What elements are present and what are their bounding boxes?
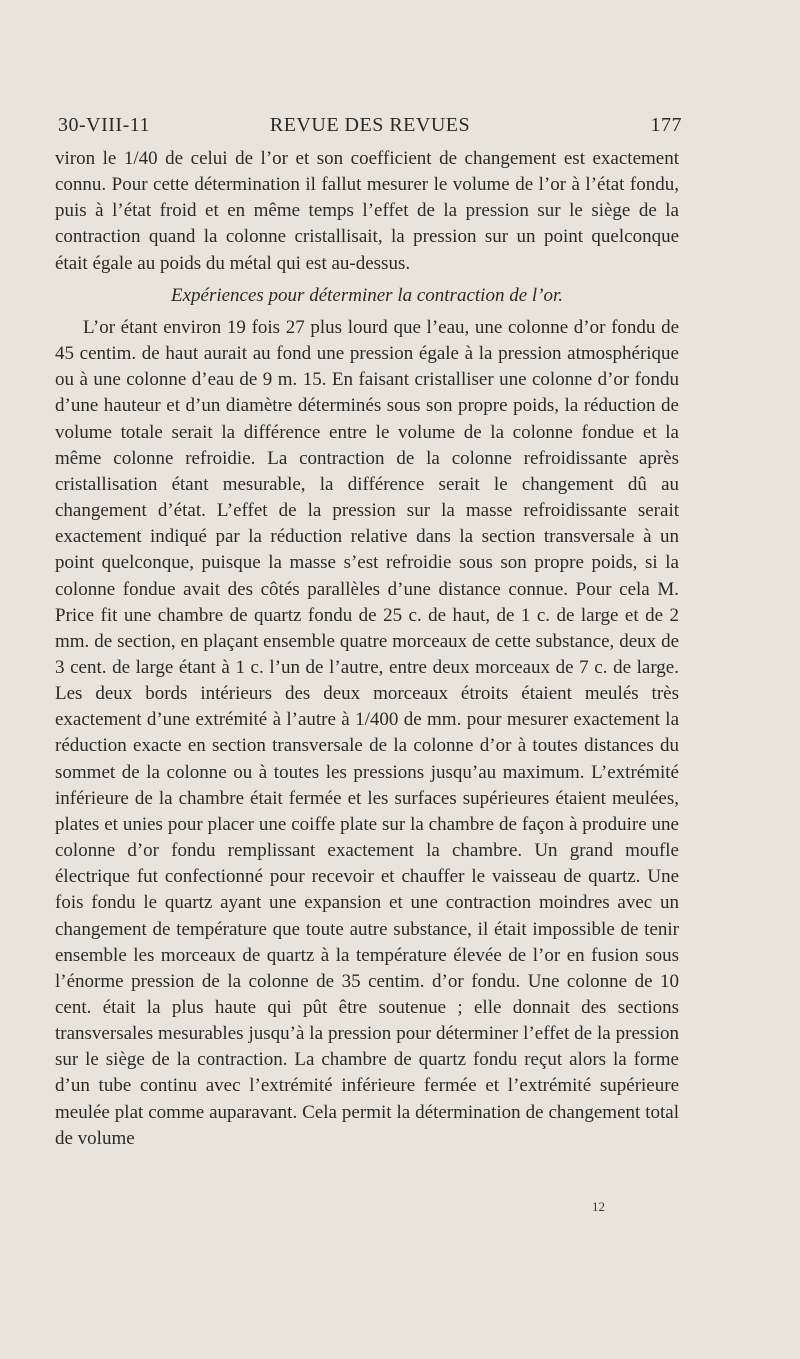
paragraph-continued: viron le 1/40 de celui de l’or et son coefficient de changement est exactement connu. Pour cette détermination il fallut mesurer le volume de l’or à l’état fondu, puis à l’état froid et en même temps l’effet de la pression sur le siège de la contraction quand la colonne cristallisait, la pression sur un point quelconque était égale au poids du métal qui est au-dessus. [55,148,679,274]
running-header [58,114,682,144]
header-date: 30-VIII-11 [58,114,151,136]
header-title: REVUE DES REVUES [269,114,471,136]
page-number: 177 [650,114,682,136]
section-heading: Expériences pour déterminer la contraction de l’or. [170,284,564,306]
body-text [55,146,679,1152]
signature-mark: 12 [592,1199,605,1214]
paragraph: L’or étant environ 19 fois 27 plus lourd que l’eau, une colonne d’or fondu de 45 centim. de haut aurait au fond une pression égale à la pression atmosphérique ou à une colonne d’eau de 9 m. 15. En faisant cristalliser une colonne d’or fondu d’une hauteur et d’un diamètre déterminés sous son propre poids, la réduction de volume totale serait la différence entre le volume de la colonne fondue et la même colonne refroidie. La contraction de la colonne refroidissante après cristallisation étant mesurable, la différence serait le changement dû au changement d’état. L’effet de la pression sur la masse refroidissante serait exactement indiqué par la réduction relative dans la section transversale à un point quelconque, puisque la masse s’est refroidie sous son propre poids, si la colonne fondue avait des côtés parallèles d’une distance connue. Pour cela M. Price fit une chambre de quartz fondu de 25 c. de haut, de 1 c. de large et de 2 mm. de section, en plaçant ensemble quatre morceaux de cette substance, deux de 3 cent. de large étant à 1 c. l’un de l’autre, entre deux morceaux de 7 c. de large. Les deux bords intérieurs des deux morceaux étroits étaient meulés très exactement d’une extrémité à l’autre à 1/400 de mm. pour mesurer exactement la réduction exacte en section transversale de la colonne d’or à toutes distances du sommet de la colonne ou à toutes les pressions jusqu’au maximum. L’extrémité inférieure de la chambre était fermée et les surfaces supérieures étaient meulées, plates et unies pour placer une coiffe plate sur la chambre de façon à produire une colonne d’or fondu remplissant exactement la chambre. Un grand moufle électrique fut confectionné pour recevoir et chauffer le vaisseau de quartz. Une fois fondu le quartz ayant une expansion et une contraction moindres avec un changement de température que toute autre substance, il était impossible de tenir ensemble les morceaux de quartz à la température élevée de l’or en fusion sous l’énorme pression de la colonne de 35 centim. d’or fondu. Une colonne de 10 cent. était la plus haute qui pût être soutenue ; elle donnait des sections transversales mesurables jusqu’à la pression pour déterminer l’effet de la pression sur le siège de la contraction. La chambre de quartz fondu reçut alors la forme d’un tube continu avec l’extrémité inférieure fermée et l’extrémité supérieure meulée plat comme auparavant. Cela permit la détermination de changement total de volume [55,316,679,1149]
